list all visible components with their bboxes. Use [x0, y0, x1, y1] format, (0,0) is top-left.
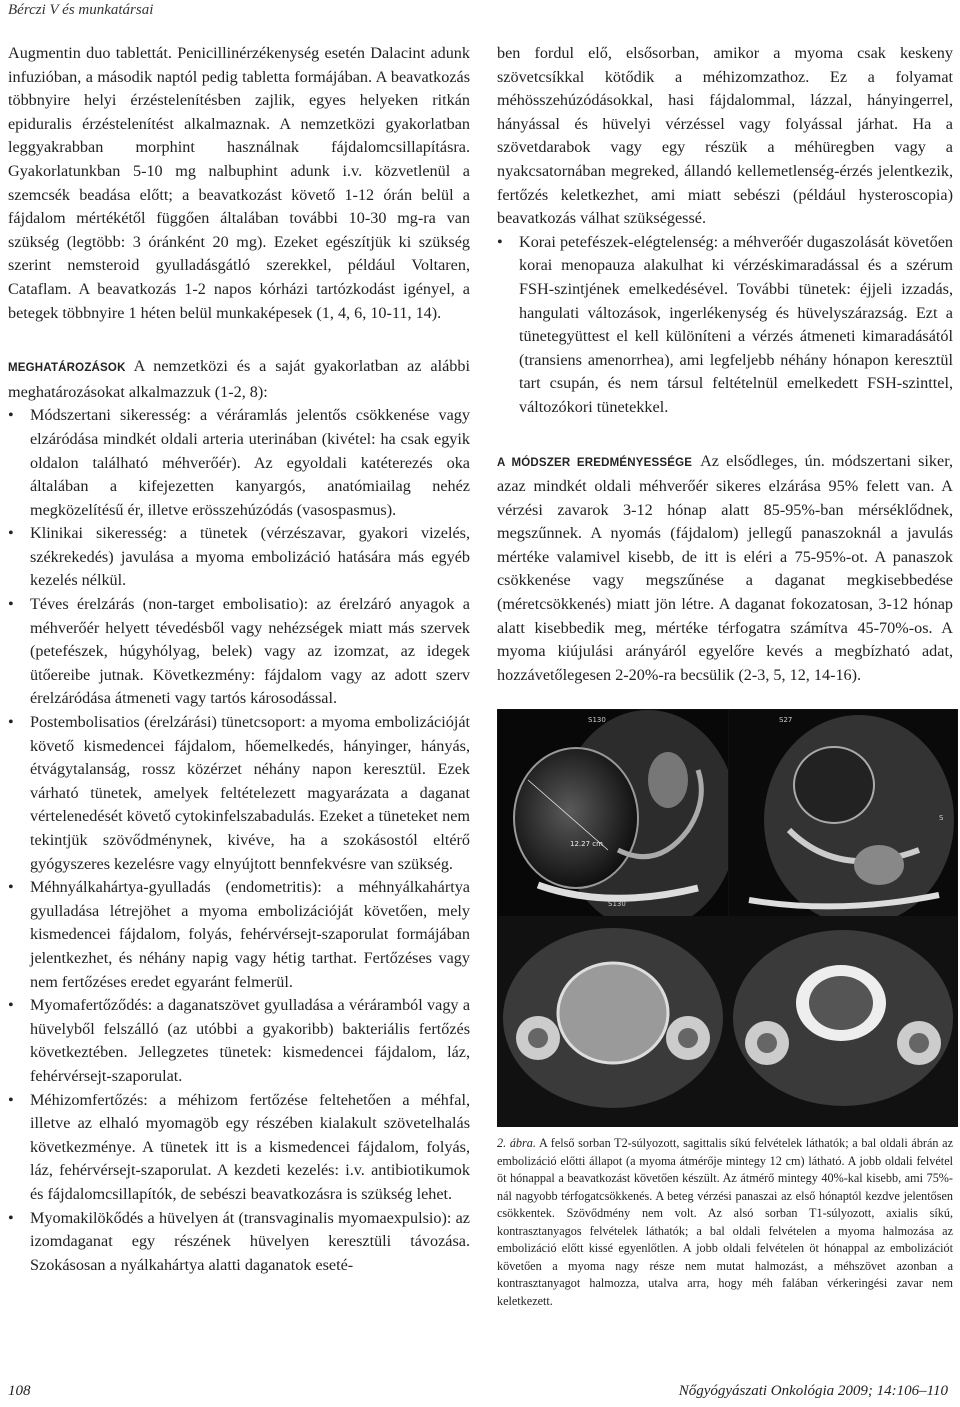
image-label: S130: [608, 900, 626, 909]
bullet-icon: •: [8, 406, 14, 425]
running-header: Bérczi V és munkatársai: [8, 2, 154, 18]
list-item: • Méhizomfertőzés: a méhizom fertőzése feltehetően a méhfal, illetve az elhaló myomagöb egy részében kialakult szövetelhalás következménye. A tünetek itt is a kismedencei fájdalom, folyás, láz, fehérvérsejt-szaporulat. A kezdeti kezelés: i.v. antibiotikumok és fájdalomcsillapítók, de sebészi beavatkozásra is szükség lehet.: [8, 1090, 470, 1203]
bullet-icon: •: [8, 996, 14, 1015]
definitions-list-continued: [497, 231, 953, 420]
page-number: 108: [8, 1383, 31, 1399]
bullet-icon: •: [8, 713, 14, 732]
bullet-icon: •: [8, 878, 14, 897]
definitions-intro: [8, 355, 470, 404]
journal-citation: Nőgyógyászati Onkológia 2009; 14:106–110: [678, 1383, 948, 1399]
mri-axial-before: [497, 917, 729, 1127]
continuation-paragraph: ben fordul elő, elsősorban, amikor a myoma csak keskeny szövetcsíkkal kötődik a méhizomzathoz. Ez a folyamat méhösszehúzódásokkal, hasi fájdalommal, lázzal, hányingerrel, hányással és hüvelyi vérzéssel vagy folyással járhat. Ha a szövetdarabok vagy egy részük a méhüregben vagy a nyakcsatornában megreked, állandó kellemetlenség-érzés jelentkezik, fertőzés keletkezhet, ami miatt sebészi (például hysteroscopia) beavatkozás válhat szükségessé.: [497, 44, 953, 228]
bullet-icon: •: [8, 524, 14, 543]
figure-caption: 2. ábra. A felső sorban T2-súlyozott, sagittalis síkú felvételek láthatók; a bal oldali ábrán az embolizáció előtti állapot (a myoma átmérője mintegy 12 cm) látható. A jobb oldali felvétel öt hónappal a beavatkozást követően készült. Az átmérő mintegy 40%-kal kisebb, ami 75%-nál nagyobb térfogatcsökkenés. A beteg vérzési panaszai az első hónaptól kezdve jelentősen csökkentek. Szövődmény nem volt. Az alsó sorban T1-súlyozott, axialis síkú, kontrasztanyagos felvételek láthatók; a bal oldali felvételen a myoma halmozása az embolizáció előtt kissé egyenlőtlen. A jobb oldali felvételen öt hónappal az embolizációt követően a myoma nagy része nem mutat halmozást, a méhszövet azonban a kontrasztanyagot halmozza, utalva arra, hogy méh falában vérkeringési zavar nem keletkezett.: [497, 1136, 953, 1308]
list-item: • Postembolisatios (érelzárási) tünetcsoport: a myoma embolizációját követő kismedencei fájdalom, hőemelkedés, hányinger, hányás, étvágytalanság, rossz közérzet néhány napon keresztül. Ezek várható tünetek, amelyek feltételezett magyarázata a daganat vértelenedését követő cytokinfelszabadulás. Ezeket a tüneteket nem tekintjük szövődménynek, kivéve, ha a szokásostól eltérő gyógyszeres kezelésre vagy elnyújtott bennfekvésre van szükség.: [8, 713, 470, 873]
image-label: S: [939, 814, 944, 823]
section-title-definitions: MEGHATÁROZÁSOK: [8, 362, 126, 375]
measurement-label: 12.27 cm: [570, 840, 603, 849]
bullet-icon: •: [8, 595, 14, 614]
results-text: Az elsődleges, ún. módszertani siker, azaz mindkét oldali méhverőér sikeres elzárása 95% felett van. A vérzési zavarok 3-12 hónap alatt 85-95%-ban mérséklődnek, megszűnnek. A nyomás (fájdalom) jellegű panaszoknál a javulás mértéke valamivel kisebb, de itt is eléri a 75-95%-ot. A panaszok csökkenése vagy megszűnése a daganat megkisebbedése (méretcsökkenés) miatt jön létre. A daganat fokozatosan, 3-12 hónap alatt kisebbedik meg, mértéke térfogatra számítva 45-70%-os. A myoma kiújulási arányáról egyelőre kevés a megbízható adat, hozzávetőlegesen 2-20%-ra becsülik (2-3, 5, 12, 14-16).: [497, 451, 953, 684]
right-column: [497, 42, 953, 1323]
mri-sagittal-after: [728, 709, 958, 917]
image-label: S130: [588, 716, 606, 725]
mri-axial-after: [728, 917, 958, 1127]
list-item: • Klinikai sikeresség: a tünetek (vérzészavar, gyakori vizelés, székrekedés) javulása a myoma embolizáció hatására más egyéb kezelés nélkül.: [8, 524, 470, 590]
list-item: • Myomafertőződés: a daganatszövet gyulladása a véráramból vagy a hüvelyből felszálló (az utóbbi a gyakoribb) bakteriális fertőzés következtében. Jellegzetes tünetek: kismedencei fájdalom, láz, fehérvérsejt-szaporulat.: [8, 996, 470, 1085]
figure-label: 2. ábra.: [497, 1136, 536, 1151]
mri-sagittal-before: [497, 709, 729, 917]
mri-figure: [497, 709, 957, 1127]
bullet-icon: •: [497, 232, 503, 251]
bullet-icon: •: [8, 1208, 14, 1227]
section-title-results: A MÓDSZER EREDMÉNYESSÉGE: [497, 456, 693, 469]
list-item: • Téves érelzárás (non-target embolisatio): az érelzáró anyagok a méhverőér helyett tévedésből vagy nehézségek miatt más szervek (petefészek, húgyhólyag, belek) vagy az izomzat, az idegek ütőereibe jutnak. Következmény: fájdalom vagy az adott szerv érelzáródása átmeneti vagy tartós károsodással.: [8, 595, 470, 708]
list-item: • Módszertani sikeresség: a véráramlás jelentős csökkenése vagy elzáródása mindkét oldali arteria uterinában (kivétel: ha csak egyik oldalon található méhverőér). Az egyoldali katéterezés oka általában a kifejezetten kanyargós, anatómiailag nehéz megközelítésű ér, illetve erösszehúzódás (vasospasmus).: [8, 406, 470, 519]
list-item: • Myomakilökődés a hüvelyen át (transvaginalis myomaexpulsio): az izomdaganat egy részének hüvelyen keresztüli távozása. Szokásosan a nyálkahártya alatti daganatok eseté-: [8, 1208, 470, 1274]
list-item: • Méhnyálkahártya-gyulladás (endometritis): a méhnyálkahártya gyulladása létrejöhet a myoma embolizációját követően, mely kismedencei fájdalom, folyás, fehérvérsejt-szaporulat formájában jelentkezhet, és néhány napig vagy hétig tarthat. Fertőzéses vagy nem fertőzéses eredet egyaránt felmerül.: [8, 878, 470, 991]
definitions-intro-text: A nemzetközi és a saját gyakorlatban az alábbi meghatározásokat alkalmazzuk (1-2, 8):: [8, 357, 470, 401]
definitions-list: [8, 404, 470, 1277]
image-label: S27: [779, 716, 793, 725]
intro-paragraph: Augmentin duo tablettát. Penicillinérzékenység esetén Dalacint adunk infuzióban, a második naptól pedig tabletta formájában. A beavatkozás többnyire helyi érzéstelenítésben zajlik, egyes helyeken ritkán epiduralis érzéstelenítést alkalmaznak. A nemzetközi gyakorlatban leggyakrabban morphint használnak fájdalomcsillapításra. Gyakorlatunkban 5-10 mg nalbuphint adunk i.v. közvetlenül a szemcsék beadása előtt; a beavatkozást követő 1-12 órán belül a fájdalom mértékétől függően általában további 10-30 mg-ra van szükség (legtöbb: 3 óránként 20 mg). Ezeket egészítjük ki szükség szerint nemsteroid gyulladásgátló szerekkel, például Voltaren, Cataflam. A beavatkozás 1-2 napos kórházi tartózkodást igényel, a betegek többnyire 1 héten belül munkaképesek (1, 4, 6, 10-11, 14).: [8, 44, 470, 322]
results-paragraph: [497, 450, 953, 688]
bullet-icon: •: [8, 1090, 14, 1109]
list-item: • Korai petefészek-elégtelenség: a méhverőér dugaszolását követően korai menopauza alakulhat ki vérzéskimaradással és a szérum FSH-szintjének emelkedésével. További tünetek: éjjeli izzadás, hangulati változások, ingerlékenység és hüvelyszárazság. Ezt a tünetegyüttest el kell különíteni a vérzés átmeneti kimaradásától (transiens amenorrhea), ami legfeljebb néhány hónapon keresztül tart csupán, és nem társul feltételnül emelkedett FSH-szinttel, változókori tünetekkel.: [497, 232, 953, 416]
left-column: [8, 42, 470, 1277]
